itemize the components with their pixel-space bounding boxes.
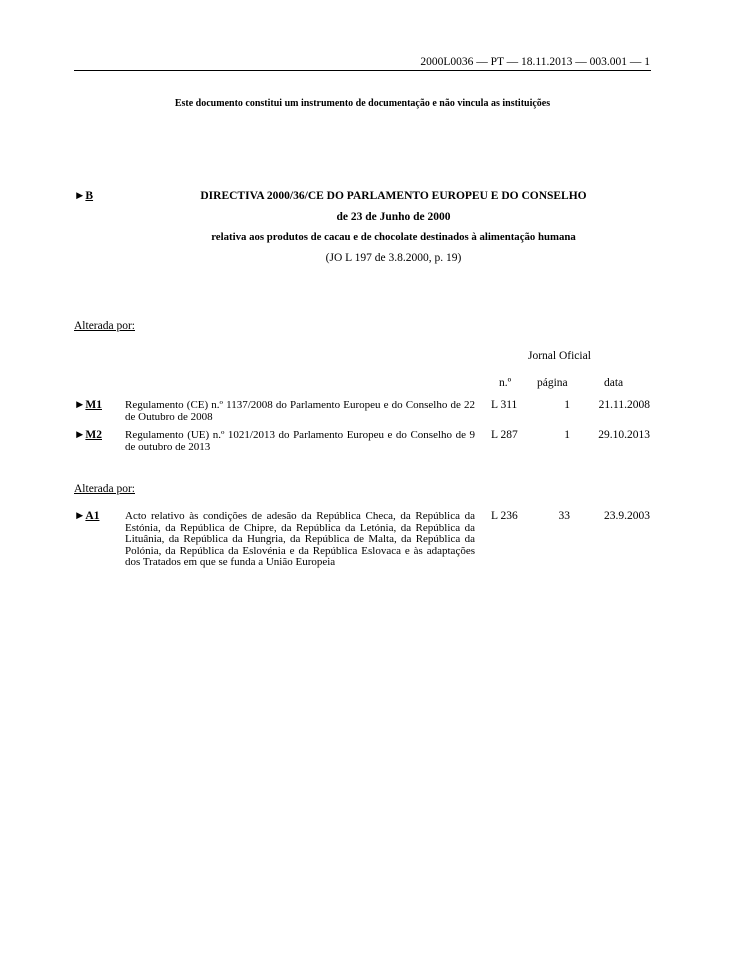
journal-date: 23.9.2003 — [604, 510, 650, 522]
marker-code[interactable]: M2 — [85, 429, 102, 441]
journal-page: 1 — [564, 429, 570, 441]
col-date-header: data — [604, 377, 624, 389]
document-subject: relativa aos produtos de cacau e de chocolate destinados à alimentação humana — [211, 231, 576, 243]
journal-date: 29.10.2013 — [598, 429, 650, 441]
marker-code[interactable]: M1 — [85, 399, 102, 411]
col-page-header: página — [537, 377, 568, 389]
accession-marker-a1[interactable] — [74, 510, 99, 522]
journal-number: L 236 — [491, 510, 518, 522]
journal-page: 33 — [558, 510, 570, 522]
journal-page: 1 — [564, 399, 570, 411]
accession-text: Acto relativo às condições de adesão da República Checa, da República da Estónia, da República de Chipre, da República da Letónia, da República da Lituânia, da República da Hungria, da República de Malta, da República da Polónia, da República da Eslovénia e da República Eslovaca e às adaptações dos Tratados em que se funda a União Europeia — [125, 510, 475, 568]
arrow-icon: ► — [74, 429, 86, 441]
amended-by-label-2: Alterada por: — [74, 483, 135, 495]
journal-number: L 287 — [491, 429, 518, 441]
amendment-text: Regulamento (CE) n.º 1137/2008 do Parlamento Europeu e do Conselho de 22 de Outubro de 2008 — [125, 399, 475, 423]
document-date: de 23 de Junho de 2000 — [336, 211, 451, 223]
amendment-marker-m2[interactable] — [74, 429, 102, 441]
disclaimer: Este documento constitui um instrumento de documentação e não vincula as instituições — [174, 98, 551, 109]
document-reference: 2000L0036 — PT — 18.11.2013 — 003.001 — 1 — [420, 56, 650, 68]
arrow-icon: ► — [74, 399, 86, 411]
marker-code[interactable]: A1 — [85, 510, 100, 522]
document-title: DIRECTIVA 2000/36/CE DO PARLAMENTO EUROPEU E DO CONSELHO — [200, 190, 587, 202]
journal-date: 21.11.2008 — [598, 399, 650, 411]
base-marker-code[interactable]: B — [85, 190, 94, 202]
col-number-header: n.º — [499, 377, 512, 389]
amendment-text: Regulamento (UE) n.º 1021/2013 do Parlamento Europeu e do Conselho de 9 de outubro de 2013 — [125, 429, 475, 453]
header-rule — [74, 70, 651, 71]
amendment-marker-m1[interactable] — [74, 399, 102, 411]
arrow-icon: ► — [74, 190, 86, 202]
journal-header: Jornal Oficial — [528, 350, 591, 362]
arrow-icon: ► — [74, 510, 86, 522]
journal-number: L 311 — [491, 399, 518, 411]
amended-by-label: Alterada por: — [74, 320, 135, 332]
journal-reference: (JO L 197 de 3.8.2000, p. 19) — [325, 252, 462, 264]
